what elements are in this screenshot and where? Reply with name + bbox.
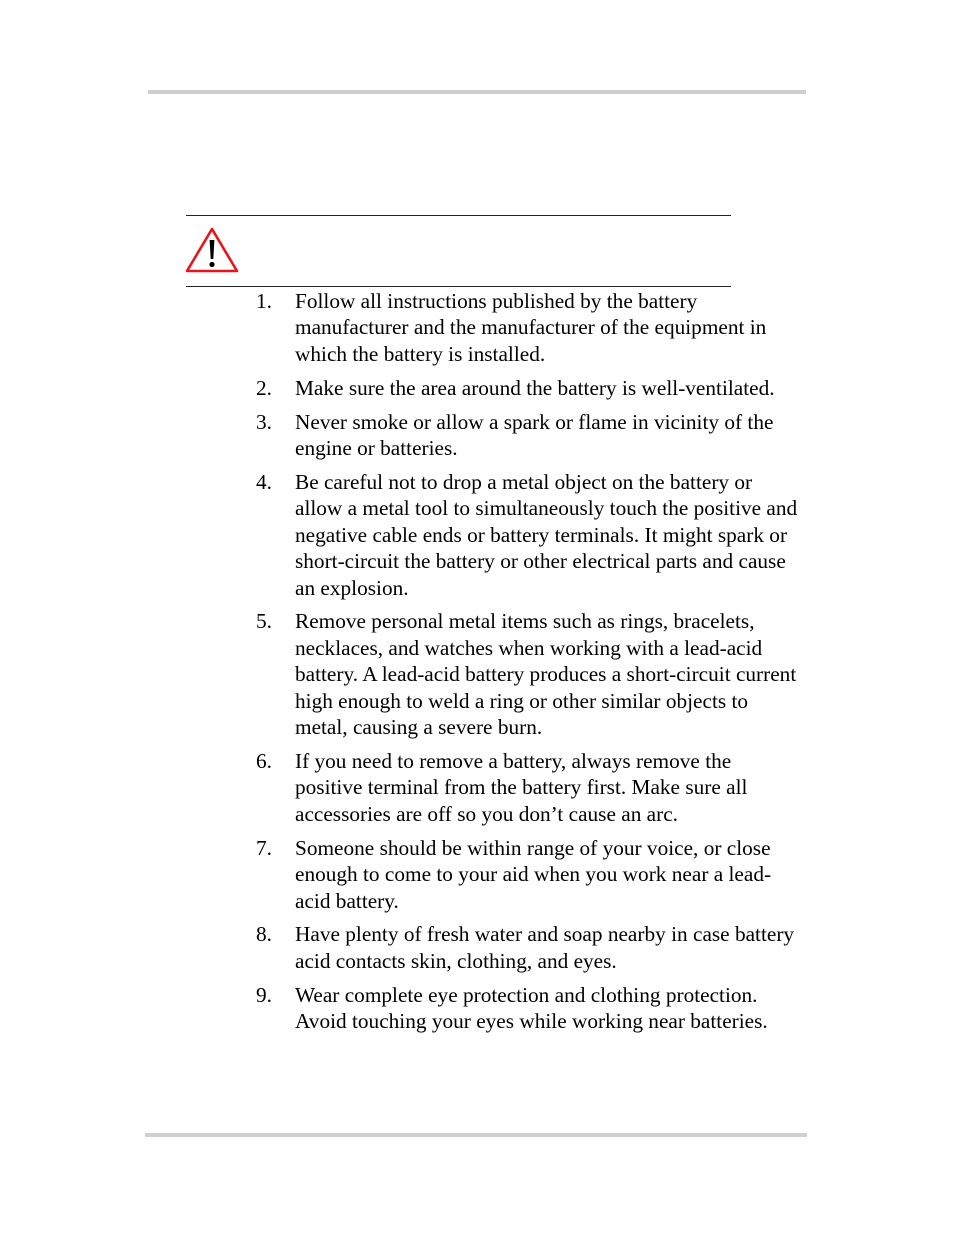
header-rule — [148, 90, 806, 94]
step-text: Remove personal metal items such as rings, bracelets, necklaces, and watches when working with a lead-acid battery. A lead-acid battery produces a short-circuit current high enough to weld a ring or other similar objects to metal, causing a severe burn. — [295, 609, 797, 740]
step-text: If you need to remove a battery, always remove the positive terminal from the battery first. Make sure all accessories are off so you don’t cause an arc. — [295, 749, 748, 826]
step-text: Have plenty of fresh water and soap nearby in case battery acid contacts skin, clothing, and eyes. — [295, 922, 795, 973]
list-item — [256, 921, 801, 974]
safety-steps-list — [256, 288, 801, 1042]
step-text: Never smoke or allow a spark or flame in vicinity of the engine or batteries. — [295, 409, 774, 461]
list-item — [256, 469, 801, 601]
list-item — [256, 835, 801, 914]
list-item — [256, 375, 801, 401]
list-item — [256, 288, 801, 367]
step-number: 5. — [256, 609, 272, 634]
step-text: Make sure the area around the battery is well-ventilated. — [295, 375, 775, 400]
step-number: 3. — [256, 409, 272, 434]
step-number: 6. — [256, 749, 272, 773]
step-text: Follow all instructions published by the battery manufacturer and the manufacturer of the equipment in which the battery is installed. — [295, 289, 767, 366]
step-number: 7. — [256, 835, 272, 860]
warning-triangle-icon — [184, 226, 240, 274]
step-number: 9. — [256, 982, 272, 1007]
step-text: Someone should be within range of your voice, or close enough to come to your aid when you work near a lead-acid battery. — [295, 835, 772, 913]
step-number: 8. — [256, 922, 272, 947]
list-item — [256, 748, 801, 827]
footer-rule — [145, 1133, 807, 1137]
list-item — [256, 608, 801, 740]
list-item — [256, 409, 801, 462]
step-text: Be careful not to drop a metal object on the battery or allow a metal tool to simultaneously touch the positive and negative cable ends or battery terminals. It might spark or short-circuit the battery or other electrical parts and cause an explosion. — [295, 469, 798, 600]
list-item — [256, 982, 801, 1035]
step-number: 1. — [256, 289, 272, 313]
warning-bottom-rule — [186, 286, 731, 287]
step-text: Wear complete eye protection and clothing protection. Avoid touching your eyes while working near batteries. — [295, 982, 768, 1034]
step-number: 4. — [256, 469, 272, 494]
warning-top-rule — [186, 215, 731, 216]
step-number: 2. — [256, 375, 272, 400]
